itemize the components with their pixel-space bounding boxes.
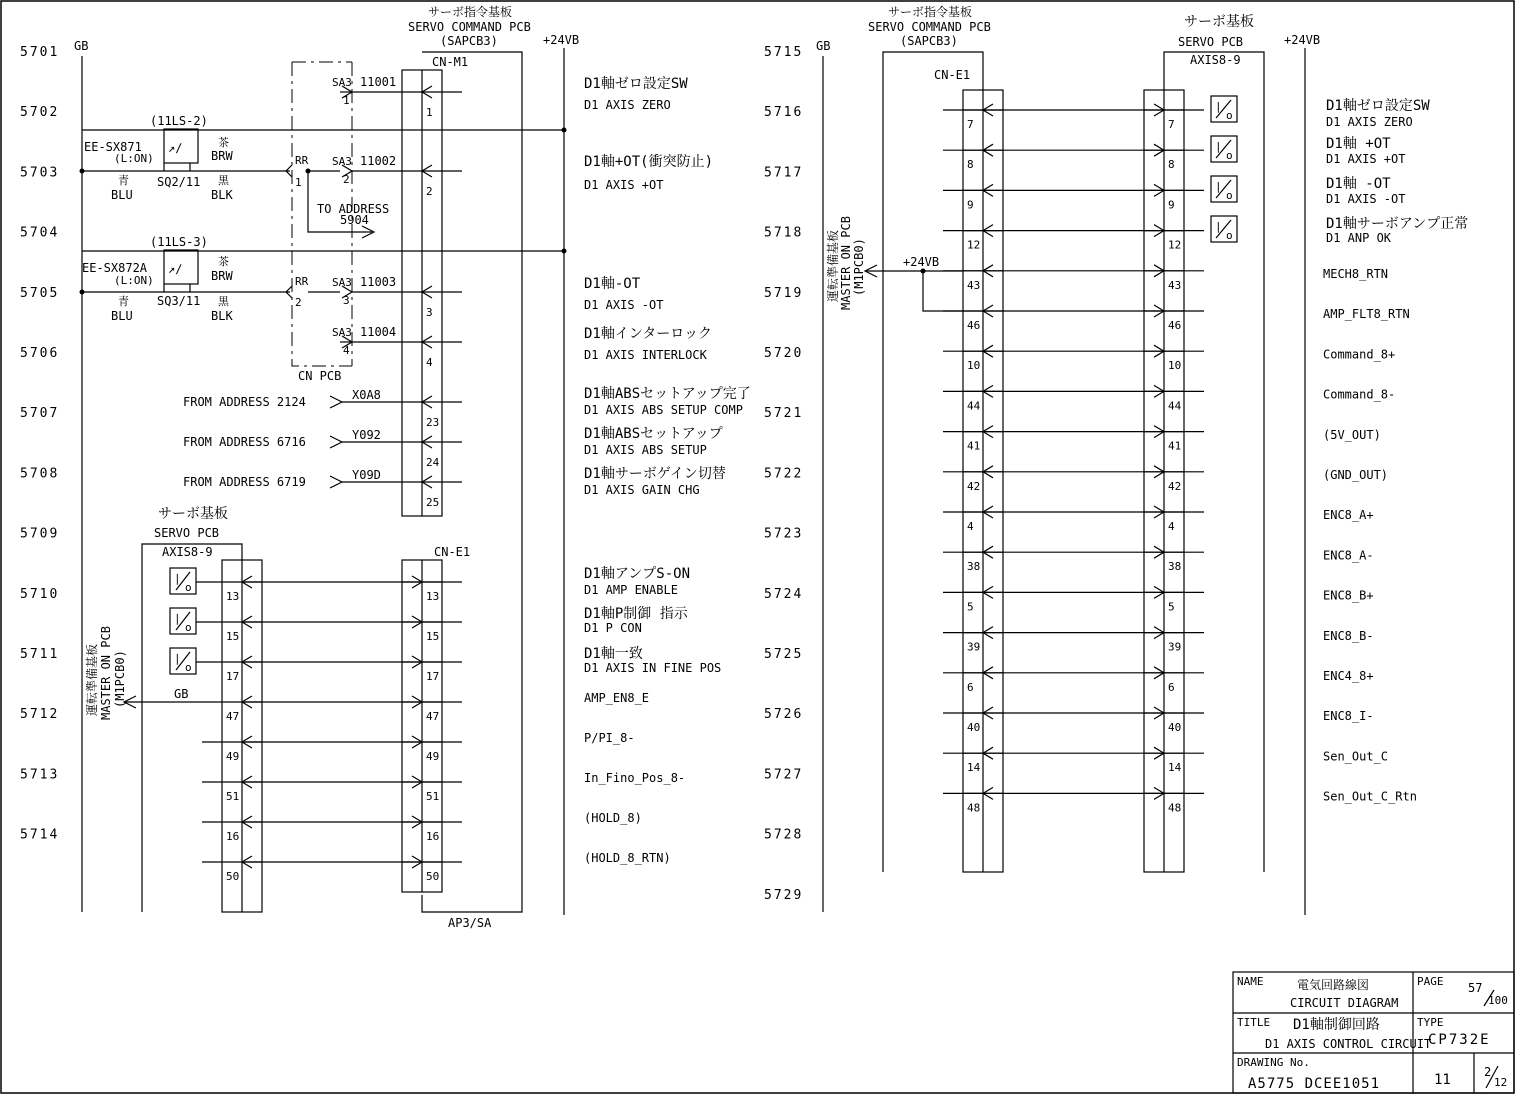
from-signal: Y09D [352, 468, 381, 482]
right-cn-pin-number: 39 [967, 640, 981, 654]
cn-e1-pin-number: 50 [426, 870, 440, 883]
right-address-column [764, 45, 803, 903]
right-cn-pin-number: 7 [967, 118, 974, 131]
cn-e1-pin-number: 51 [426, 790, 440, 803]
right-signal-label: ENC8_A- [1323, 548, 1374, 563]
wire-number: 11001 [360, 75, 397, 89]
address-number: 5714 [20, 827, 60, 843]
address-number: 5726 [764, 707, 804, 723]
right-master-jp: 運転準備基板 [826, 229, 840, 302]
right-cn-pin-number: 5 [967, 600, 974, 614]
relay-contact-icon: | [1215, 220, 1222, 233]
address-number: 5716 [764, 105, 804, 121]
cn-m1-pin-number: 23 [426, 416, 440, 429]
address-number: 5719 [764, 285, 804, 301]
signal-label-jp: D1軸一致 [584, 646, 643, 662]
signal-label-jp: D1軸ゼロ設定SW [584, 76, 688, 92]
right-servo-pin-number: 9 [1168, 198, 1175, 212]
relay-icon [170, 608, 196, 634]
left-master-on-pcb [84, 626, 127, 720]
right-cn-pin-number: 14 [967, 761, 981, 775]
signal-label-en: D1 AXIS ZERO [584, 98, 671, 112]
cn-e1-pin-number: 17 [426, 670, 440, 683]
right-servo-pin-number: 43 [1168, 278, 1182, 292]
sa3-pin-number: 1 [343, 94, 350, 107]
right-cn-pin-number: 12 [967, 238, 981, 252]
right-servo-pin-number: 48 [1168, 801, 1182, 815]
signal-label-en: D1 P CON [584, 621, 642, 635]
relay-contact-icon: | [1215, 140, 1222, 153]
address-number: 5713 [20, 767, 60, 783]
left-board-id: (SAPCB3) [440, 34, 498, 48]
signal-label-en: D1 AXIS -OT [584, 298, 664, 312]
address-number: 5722 [764, 466, 804, 482]
signal-label-jp: D1軸アンプS-ON [584, 566, 691, 582]
relay-contact-icon: | [174, 612, 181, 625]
rr-pin-2: 2 [295, 296, 302, 309]
right-master-on-pcb [825, 216, 866, 310]
signal-label-jp: D1軸P制御 指示 [584, 606, 688, 622]
sensor1-sq: SQ2/11 [157, 175, 201, 189]
right-servo-jp: サーボ基板 [1184, 14, 1254, 30]
right-signal-labels [1323, 97, 1468, 804]
sensor1-c3-en: BLU [111, 188, 133, 202]
from-arrow [330, 476, 342, 488]
sa3-label: SA3 [332, 276, 352, 289]
right-signal-label-en: D1 ANP OK [1326, 231, 1392, 245]
address-number: 5706 [20, 346, 60, 361]
right-board-id: (SAPCB3) [900, 34, 958, 48]
right-board-title-en: SERVO COMMAND PCB [868, 20, 991, 34]
from-address-text: FROM ADDRESS 6719 [183, 475, 306, 489]
right-cn-pin-number: 6 [967, 680, 974, 694]
signal-label-en: D1 AXIS GAIN CHG [584, 483, 700, 497]
sensor1-c1-en: BRW [211, 149, 233, 163]
signal-label-jp: D1軸ABSセットアップ完了 [584, 386, 751, 402]
address-number: 5725 [764, 647, 804, 662]
relay-contact-icon: o [185, 621, 192, 634]
relay-icon [1211, 216, 1237, 242]
cn-m1-pins [402, 86, 462, 509]
ap3-label: AP3/SA [448, 916, 492, 930]
servo-pin-number: 51 [226, 790, 240, 803]
right-signal-label-jp: D1軸 +OT [1326, 136, 1391, 152]
relay-contact-icon: | [174, 572, 181, 585]
cn-m1-pin-number: 3 [426, 306, 433, 319]
tb-title-en: D1 AXIS CONTROL CIRCUIT [1265, 1037, 1432, 1051]
right-servo-en: SERVO PCB [1178, 35, 1244, 49]
right-signal-label: Sen_Out_C [1323, 749, 1389, 764]
cn-e1-pin-number: 16 [426, 830, 440, 843]
rr-pin-1: 1 [295, 176, 302, 189]
address-number: 5729 [764, 887, 804, 903]
relay-contact-icon: o [1226, 189, 1233, 202]
from-signal: X0A8 [352, 388, 381, 402]
right-servo-pin-number: 5 [1168, 600, 1175, 614]
address-number: 5709 [20, 526, 60, 542]
cn-pcb-label: CN PCB [298, 369, 342, 383]
left-board-title-jp: サーボ指令基板 [428, 5, 513, 19]
servo-pin-number: 50 [226, 870, 240, 883]
right-servo-pin-number: 39 [1168, 640, 1182, 654]
rr-label-2: RR [295, 275, 309, 288]
right-cn-pin-number: 4 [967, 520, 974, 533]
tb-type-value: CP732E [1428, 1032, 1491, 1048]
tb-page-label: PAGE [1417, 975, 1444, 988]
sensor1-c3-jp: 青 [118, 174, 129, 187]
sensor-11ls-2 [80, 114, 309, 202]
signal-label-jp: D1軸+OT(衝突防止) [584, 154, 714, 170]
to-address-label: TO ADDRESS [317, 202, 390, 216]
cn-e1-label: CN-E1 [434, 545, 471, 559]
tb-page-num: 57 [1468, 981, 1483, 995]
right-signal-label-en: D1 AXIS +OT [1326, 152, 1406, 166]
right-servo-pin-number: 46 [1168, 319, 1182, 332]
right-cn-pin-number: 41 [967, 439, 981, 453]
address-number: 5708 [20, 466, 60, 482]
address-number: 5724 [764, 586, 804, 602]
relay-icon [170, 648, 196, 674]
right-servo-pin-number: 10 [1168, 359, 1182, 373]
right-signal-label-jp: D1軸サーボアンプ正常 [1326, 216, 1469, 232]
right-servo-pin-number: 41 [1168, 439, 1182, 453]
right-signal-label: ENC8_A+ [1323, 508, 1374, 523]
right-master-en: MASTER ON PCB [839, 216, 853, 310]
cn-m1-pin-number: 4 [426, 356, 433, 369]
right-signal-label-en: D1 AXIS ZERO [1326, 115, 1413, 129]
sensor2-c3-jp: 青 [118, 295, 129, 308]
sa3-pin-number: 4 [343, 344, 350, 357]
right-signal-label-jp: D1軸 -OT [1326, 176, 1391, 192]
right-servo-pin-number: 38 [1168, 560, 1182, 574]
right-signal-label: ENC8_B- [1323, 628, 1374, 643]
right-cn-e1-label: CN-E1 [934, 68, 971, 82]
wire-number: 11004 [360, 325, 397, 339]
right-signal-label-en: D1 AXIS -OT [1326, 192, 1406, 206]
from-address-lines [183, 388, 402, 489]
cn-e1-rows [170, 568, 462, 883]
relay-icon [1211, 96, 1237, 122]
tb-drawing-label: DRAWING No. [1237, 1056, 1310, 1069]
sensor2-c1-en: BRW [211, 269, 233, 283]
left-servo-axis: AXIS8-9 [162, 545, 213, 559]
right-servo-axis: AXIS8-9 [1190, 53, 1241, 67]
sensor2-sq: SQ3/11 [157, 294, 201, 308]
signal-label-jp: D1軸ABSセットアップ [584, 426, 723, 442]
sensor1-label: (11LS-2) [150, 114, 208, 128]
from-arrow [330, 396, 342, 408]
sensor2-model: EE-SX872A [82, 261, 148, 275]
right-servo-pin-number: 6 [1168, 680, 1175, 694]
relay-contact-icon: o [1226, 229, 1233, 242]
right-signal-label: ENC8_I- [1323, 709, 1374, 724]
cn-m1-pin-number: 1 [426, 106, 433, 119]
tb-page-total: 100 [1488, 994, 1508, 1007]
left-master-jp: 運転準備基板 [85, 643, 99, 716]
sensor2-label: (11LS-3) [150, 235, 208, 249]
sensor2-c2-en: BLK [211, 309, 233, 323]
address-number: 5704 [20, 225, 60, 241]
right-servo-pin-number: 42 [1168, 479, 1182, 493]
tb-name-label: NAME [1237, 975, 1264, 988]
address-number: 5701 [20, 45, 60, 60]
title-block [1233, 972, 1514, 1093]
address-number: 5711 [20, 647, 60, 662]
tb-name-jp: 電気回路線図 [1297, 978, 1370, 992]
relay-icon [1211, 176, 1237, 202]
address-number: 5720 [764, 346, 804, 361]
signal-label: AMP_EN8_E [584, 691, 650, 705]
sa3-label: SA3 [332, 76, 352, 89]
sensor-11ls-3 [80, 235, 309, 323]
from-address-text: FROM ADDRESS 6716 [183, 435, 306, 449]
right-signal-label: Command_8- [1323, 387, 1396, 402]
signal-label-en: D1 AXIS +OT [584, 178, 664, 192]
left-gb-arrow-label: GB [174, 687, 189, 701]
relay-contact-icon: o [1226, 109, 1233, 122]
relay-contact-icon: o [185, 661, 192, 674]
signal-label: P/PI_8- [584, 731, 635, 745]
right-signal-label: (GND_OUT) [1323, 468, 1389, 482]
tb-sheet-total: 12 [1494, 1076, 1508, 1089]
relay-contact-icon: | [174, 652, 181, 665]
signal-label-en: D1 AMP ENABLE [584, 583, 678, 597]
left-master-en: MASTER ON PCB [99, 626, 113, 720]
relay-contact-icon: | [1215, 100, 1222, 113]
sa3-label: SA3 [332, 326, 352, 339]
servo-pin-number: 49 [226, 750, 240, 763]
drawing-border [1, 1, 1514, 1093]
wire-number: 11003 [360, 275, 397, 289]
signal-label-en: D1 AXIS ABS SETUP COMP [584, 403, 743, 417]
right-cn-pin-number: 48 [967, 801, 981, 815]
sensor1-c2-en: BLK [211, 188, 233, 202]
left-address-column [20, 45, 59, 843]
servo-pin-number: 15 [226, 630, 240, 643]
cn-e1-pin-number: 13 [426, 590, 440, 603]
right-cn-pin-number: 9 [967, 198, 974, 212]
address-number: 5702 [20, 105, 60, 121]
wire-number: 11002 [360, 154, 397, 168]
cn-m1-pin-number: 24 [426, 456, 440, 469]
relay-contact-icon: o [1226, 149, 1233, 162]
tb-sheet: 11 [1434, 1072, 1451, 1088]
left-24vb-label: +24VB [543, 33, 580, 47]
right-signal-label: (5V_OUT) [1323, 427, 1381, 442]
photo-sensor-icon: ↗∕ [168, 141, 183, 155]
right-master-id: (M1PCB0) [852, 238, 866, 296]
sensor2-c1-jp: 茶 [218, 255, 229, 268]
sa3-pin-number: 2 [343, 173, 350, 186]
right-cn-pin-number: 46 [967, 319, 981, 332]
signal-label-en: D1 AXIS IN FINE POS [584, 661, 722, 675]
address-number: 5715 [764, 45, 804, 60]
relay-icon [1211, 136, 1237, 162]
signal-label-en: D1 AXIS INTERLOCK [584, 348, 707, 362]
right-cn-pin-number: 8 [967, 158, 974, 172]
address-number: 5705 [20, 285, 60, 301]
right-signal-label: Command_8+ [1323, 347, 1396, 362]
relay-icon [170, 568, 196, 594]
relay-contact-icon: | [1215, 180, 1222, 193]
sensor1-c2-jp: 黒 [218, 174, 229, 187]
sa3-pin-number: 3 [343, 294, 350, 307]
sensor1-model: EE-SX871 [84, 140, 142, 154]
sensor2-c3-en: BLU [111, 309, 133, 323]
sensor1-mode: (L:ON) [114, 152, 154, 165]
servo-pin-number: 13 [226, 590, 240, 603]
to-address-num: 5904 [340, 213, 369, 227]
photo-sensor-icon: ↗∕ [168, 262, 183, 276]
cn-m1-pin-number: 25 [426, 496, 440, 509]
signal-label: (HOLD_8) [584, 811, 642, 825]
rr-label-1: RR [295, 154, 309, 167]
right-servo-pin-number: 12 [1168, 238, 1182, 252]
tb-title-jp: D1軸制御回路 [1293, 1017, 1380, 1033]
sa3-label: SA3 [332, 155, 352, 168]
signal-label-jp: D1軸インターロック [584, 326, 713, 342]
address-number: 5712 [20, 707, 60, 723]
right-cn-pin-number: 10 [967, 359, 981, 373]
cn-m1-label: CN-M1 [432, 55, 469, 69]
signal-labels [584, 75, 751, 865]
address-number: 5728 [764, 827, 804, 843]
signal-label-jp: D1軸サーボゲイン切替 [584, 466, 726, 482]
right-24vb-arrow-label: +24VB [903, 255, 940, 269]
address-number: 5721 [764, 406, 804, 422]
right-signal-label: Sen_Out_C_Rtn [1323, 789, 1417, 804]
right-cn-pin-number: 44 [967, 399, 981, 413]
right-24vb-label: +24VB [1284, 33, 1321, 47]
right-cn-pin-number: 42 [967, 479, 981, 493]
signal-label-en: D1 AXIS ABS SETUP [584, 443, 707, 457]
servo-pin-number: 17 [226, 670, 240, 683]
tb-type-label: TYPE [1417, 1016, 1444, 1029]
signal-label-jp: D1軸-OT [584, 276, 641, 292]
address-number: 5710 [20, 586, 60, 602]
address-number: 5718 [764, 225, 804, 241]
from-address-text: FROM ADDRESS 2124 [183, 395, 306, 409]
sensor1-c1-jp: 茶 [218, 136, 229, 149]
from-signal: Y092 [352, 428, 381, 442]
right-gb-label: GB [816, 39, 831, 53]
right-servo-pin-number: 44 [1168, 399, 1182, 413]
cn-m1-pin-number: 2 [426, 185, 433, 198]
sensor2-c2-jp: 黒 [218, 295, 229, 308]
left-gb-label: GB [74, 39, 89, 53]
servo-pin-number: 16 [226, 830, 240, 843]
right-servo-pin-number: 4 [1168, 520, 1175, 533]
right-signal-label: ENC8_B+ [1323, 588, 1374, 603]
cn-e1-pin-number: 49 [426, 750, 440, 763]
right-cn-pin-number: 40 [967, 721, 981, 734]
sensor2-mode: (L:ON) [114, 274, 154, 287]
right-servo-pin-number: 7 [1168, 118, 1175, 131]
right-servo-pin-number: 14 [1168, 761, 1182, 775]
right-signal-label-jp: D1軸ゼロ設定SW [1326, 98, 1430, 114]
cn-e1-pin-number: 15 [426, 630, 440, 643]
relay-contact-icon: o [185, 581, 192, 594]
tb-drawing-value: A5775 DCEE1051 [1248, 1076, 1381, 1092]
signal-label: (HOLD_8_RTN) [584, 851, 671, 865]
right-cn-pin-number: 43 [967, 278, 981, 292]
address-number: 5723 [764, 526, 804, 542]
right-signal-label: MECH8_RTN [1323, 267, 1389, 281]
address-number: 5727 [764, 767, 804, 783]
right-servo-pin-number: 8 [1168, 158, 1175, 172]
right-connector-rows [943, 96, 1237, 814]
tb-sheet-num: 2 [1484, 1065, 1492, 1079]
from-arrow [330, 436, 342, 448]
left-master-id: (M1PCB0) [113, 650, 127, 708]
left-servo-en: SERVO PCB [154, 526, 220, 540]
right-board-title-jp: サーボ指令基板 [888, 5, 973, 19]
right-servo-pin-number: 40 [1168, 721, 1182, 734]
address-number: 5703 [20, 165, 60, 181]
right-signal-label: ENC4_8+ [1323, 669, 1374, 683]
servo-pin-number: 47 [226, 710, 240, 723]
left-servo-jp: サーボ基板 [158, 506, 228, 522]
right-cn-pin-number: 38 [967, 560, 981, 574]
address-number: 5717 [764, 165, 804, 181]
cn-e1-pin-number: 47 [426, 710, 440, 723]
tb-name-en: CIRCUIT DIAGRAM [1290, 996, 1399, 1010]
left-board-title-en: SERVO COMMAND PCB [408, 20, 531, 34]
address-number: 5707 [20, 406, 60, 422]
right-signal-label: AMP_FLT8_RTN [1323, 307, 1410, 322]
tb-title-label: TITLE [1237, 1016, 1271, 1029]
signal-label: In_Fino_Pos_8- [584, 771, 686, 785]
